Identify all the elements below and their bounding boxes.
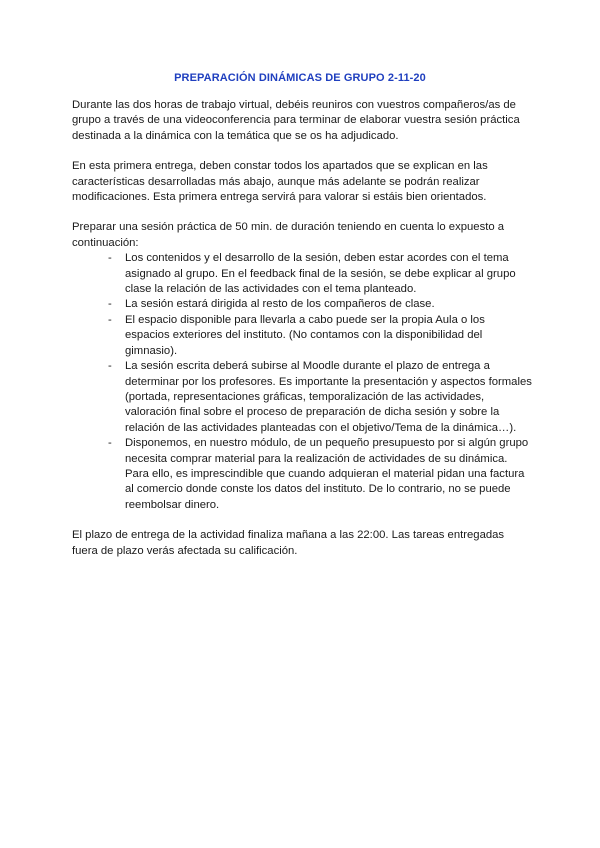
closing-paragraph: El plazo de entrega de la actividad finaliza mañana a las 22:00. Las tareas entregadas fuera de plazo verás afectada su calificación. xyxy=(72,529,505,557)
list-item-text: Los contenidos y el desarrollo de la sesión, deben estar acordes con el tema asignado al grupo. En el feedback final de la sesión, se debe explicar al grupo clase la relación de las actividades con el tema planteado. xyxy=(125,252,516,296)
bullet-dash: - xyxy=(108,360,112,373)
list-item xyxy=(72,297,532,312)
list-item-text: La sesión estará dirigida al resto de los compañeros de clase. xyxy=(125,298,435,311)
bullet-dash: - xyxy=(108,437,112,450)
list-item-text: La sesión escrita deberá subirse al Moodle durante el plazo de entrega a determinar por los profesores. Es importante la presentación y aspectos formales (portada, representaciones gráficas, temporalización de las actividades, valoración final sobre el proceso de preparación de dicha sesión y sobre la relación de las actividades planteadas con el objetivo/Tema de la dinámica…). xyxy=(125,360,532,434)
requirements-list xyxy=(72,251,532,513)
intro-paragraph: Durante las dos horas de trabajo virtual, debéis reuniros con vuestros compañeros/as de grupo a través de una videoconferencia para terminar de elaborar vuestra sesión práctica destinada a la dinámica con la temática que se os ha adjudicado. xyxy=(72,99,520,142)
document-body xyxy=(72,98,532,574)
document-title: PREPARACIÓN DINÁMICAS DE GRUPO 2-11-20 xyxy=(174,72,426,84)
first-delivery-paragraph: En esta primera entrega, deben constar todos los apartados que se explican en las características desarrolladas más abajo, aunque más adelante se podrán realizar modificaciones. Esta primera entrega servirá para valorar si estáis bien orientados. xyxy=(72,160,488,204)
list-item xyxy=(72,251,532,297)
list-item xyxy=(72,436,532,513)
list-item xyxy=(72,359,532,436)
bullet-dash: - xyxy=(108,298,112,311)
list-item-text: El espacio disponible para llevarla a cabo puede ser la propia Aula o los espacios exteriores del instituto. (No contamos con la disponibilidad del gimnasio). xyxy=(125,313,485,357)
list-item xyxy=(72,313,532,359)
bullet-dash: - xyxy=(108,252,112,265)
bullet-dash: - xyxy=(108,313,112,326)
list-item-text: Disponemos, en nuestro módulo, de un pequeño presupuesto por si algún grupo necesita comprar material para la realización de actividades de su dinámica. Para ello, es imprescindible que cuando adquieran el material pidan una factura al comercio donde conste los datos del instituto. De lo contrario, no se puede reembolsar dinero. xyxy=(125,437,529,511)
instructions-paragraph: Preparar una sesión práctica de 50 min. de duración teniendo en cuenta lo expuesto a continuación: xyxy=(72,221,505,249)
